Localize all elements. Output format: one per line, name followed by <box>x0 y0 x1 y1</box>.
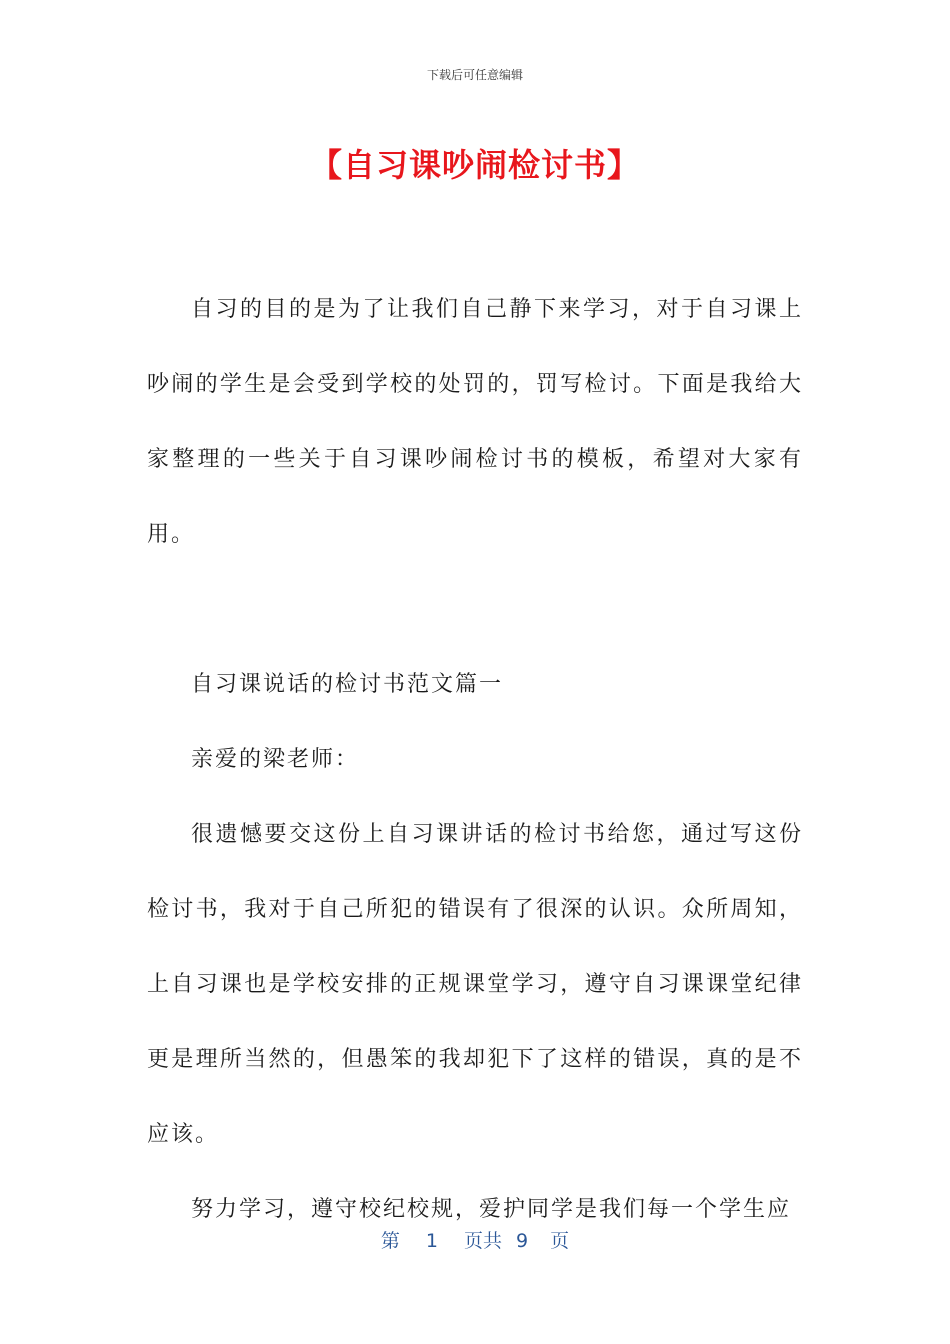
footer-page-number: 1 <box>425 1230 438 1252</box>
footer-page-label: 第 <box>380 1230 400 1252</box>
document-title: 【自习课吵闹检讨书】 <box>309 146 640 184</box>
footer-page-mid: 页共 <box>463 1230 502 1252</box>
intro-paragraph: 自习的目的是为了让我们自己静下来学习，对于自习课上吵闹的学生是会受到学校的处罚的，罚写检讨。下面是我给大家整理的一些关于自习课吵闹检讨书的模板，希望对大家有用。 <box>147 297 803 547</box>
footer-page-end: 页 <box>550 1230 570 1252</box>
section-heading: 自习课说话的检讨书范文篇一 <box>191 672 504 697</box>
paragraph-gap <box>147 572 803 647</box>
footer-total-pages: 9 <box>516 1230 529 1252</box>
body-paragraph-1: 很遗憾要交这份上自习课讲话的检讨书给您，通过写这份检讨书，我对于自己所犯的错误有了很深的认识。众所周知，上自习课也是学校安排的正规课堂学习，遵守自习课课堂纪律更是理所当然的，但愚笨的我却犯下了这样的错误，真的是不应该。 <box>147 822 803 1147</box>
page-footer <box>0 1226 950 1253</box>
header-note: 下载后可任意编辑 <box>426 68 523 82</box>
salutation: 亲爱的梁老师： <box>191 747 360 772</box>
document-body <box>147 272 803 1247</box>
body-paragraph-2: 努力学习，遵守校纪校规，爱护同学是我们每一个学生应 <box>191 1197 792 1222</box>
